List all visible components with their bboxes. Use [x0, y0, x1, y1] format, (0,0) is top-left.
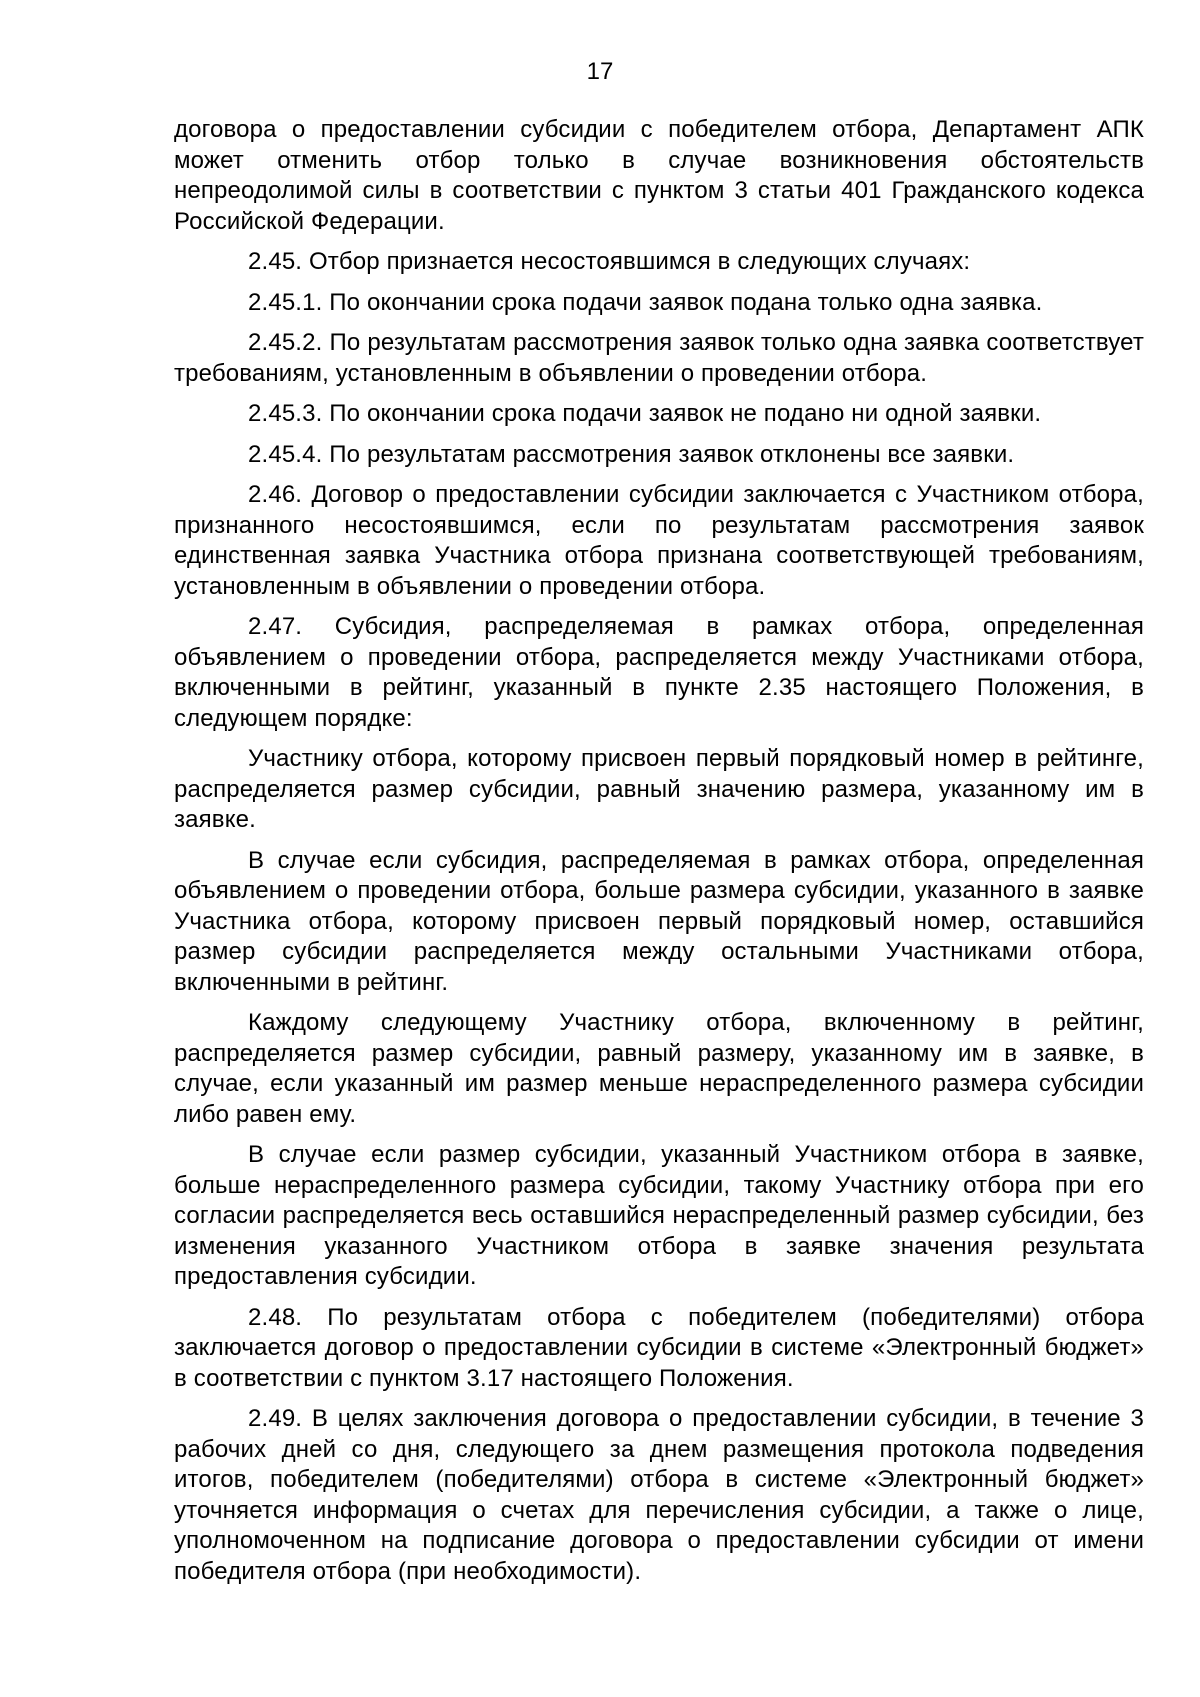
paragraph-2-45-3: 2.45.3. По окончании срока подачи заявок не подано ни одной заявки. — [248, 400, 1042, 427]
paragraph-continuation: договора о предоставлении субсидии с победителем отбора, Департамент АПК может отменить отбор только в случае возникновения обстоятельств непреодолимой силы в соответствии с пунктом 3 статьи 401 Гражданского кодекса Российской Федерации. — [174, 116, 1144, 235]
paragraph-2-45: 2.45. Отбор признается несостоявшимся в следующих случаях: — [248, 248, 971, 275]
document-body — [174, 115, 1144, 1597]
paragraph-2-49: 2.49. В целях заключения договора о предоставлении субсидии, в течение 3 рабочих дней со дня, следующего за днем размещения протокола подведения итогов, победителем (победителями) отбора в системе «Электронный бюджет» уточняется информация о счетах для перечисления субсидии, а также о лице, уполномоченном на подписание договора о предоставлении субсидии от имени победителя отбора (при необходимости). — [174, 1405, 1144, 1585]
paragraph-2-47: 2.47. Субсидия, распределяемая в рамках отбора, определенная объявлением о проведении отбора, распределяется между Участниками отбора, включенными в рейтинг, указанный в пункте 2.35 настоящего Положения, в следующем порядке: — [174, 613, 1144, 732]
paragraph-2-47-remaining-subsidy: В случае если субсидия, распределяемая в рамках отбора, определенная объявлением о проведении отбора, больше размера субсидии, указанного в заявке Участника отбора, которому присвоен первый порядковый номер, оставшийся размер субсидии распределяется между остальными Участниками отбора, включенными в рейтинг. — [174, 846, 1144, 996]
paragraph-2-47-insufficient-remainder: В случае если размер субсидии, указанный Участником отбора в заявке, больше нераспределенного размера субсидии, такому Участнику отбора при его согласии распределяется весь оставшийся нераспределенный размер субсидии, без изменения указанного Участником отбора в заявке значения результата предоставления субсидии. — [174, 1141, 1144, 1290]
page-number: 17 — [586, 58, 614, 85]
paragraph-2-45-4: 2.45.4. По результатам рассмотрения заявок отклонены все заявки. — [248, 440, 1015, 468]
paragraph-2-48: 2.48. По результатам отбора с победителем (победителями) отбора заключается договор о предоставлении субсидии в системе «Электронный бюджет» в соответствии с пунктом 3.17 настоящего Положения. — [174, 1303, 1144, 1392]
paragraph-2-47-each-next-participant: Каждому следующему Участнику отбора, включенному в рейтинг, распределяется размер субсидии, равный размеру, указанному им в заявке, в случае, если указанный им размер меньше нераспределенного размера субсидии либо равен ему. — [174, 1009, 1144, 1128]
paragraph-2-45-1: 2.45.1. По окончании срока подачи заявок подана только одна заявка. — [248, 288, 1043, 316]
paragraph-2-47-first-participant: Участнику отбора, которому присвоен первый порядковый номер в рейтинге, распределяется размер субсидии, равный значению размера, указанному им в заявке. — [174, 745, 1144, 833]
paragraph-2-45-2: 2.45.2. По результатам рассмотрения заявок только одна заявка соответствует требованиям, установленным в объявлении о проведении отбора. — [174, 329, 1144, 387]
paragraph-2-46: 2.46. Договор о предоставлении субсидии заключается с Участником отбора, признанного несостоявшимся, если по результатам рассмотрения заявок единственная заявка Участника отбора признана соответствующей требованиям, установленным в объявлении о проведении отбора. — [174, 481, 1144, 600]
